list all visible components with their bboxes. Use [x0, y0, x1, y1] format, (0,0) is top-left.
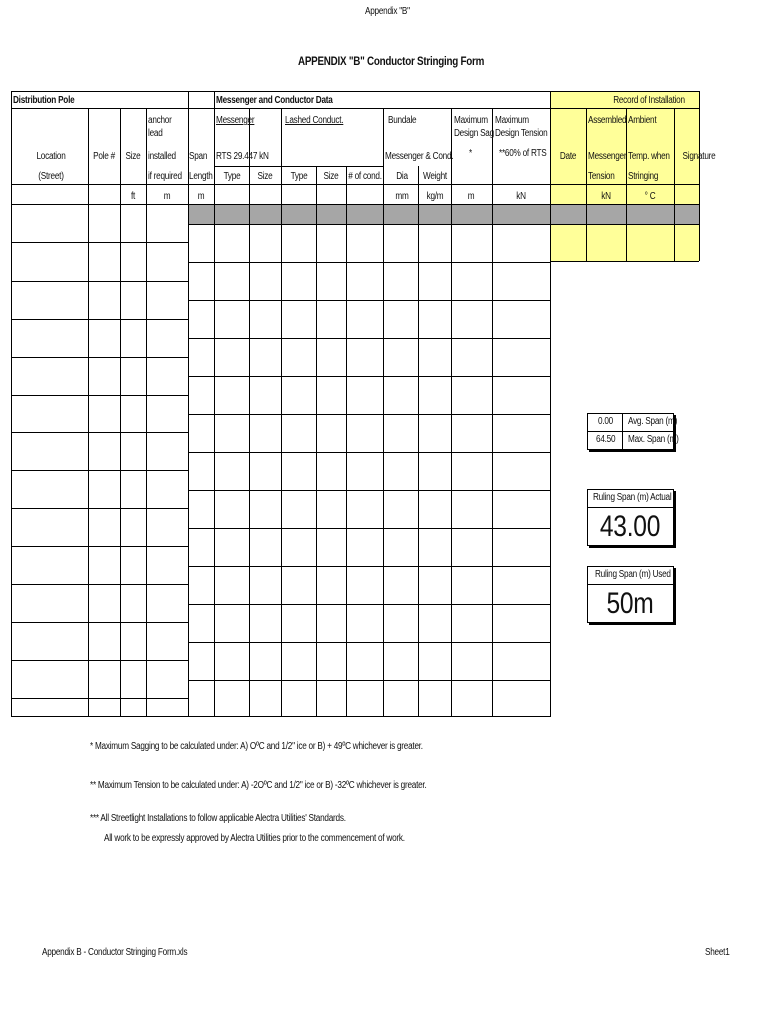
unit-m-span: m: [197, 191, 205, 202]
grid-line: [11, 357, 189, 358]
grid-line: [189, 262, 550, 263]
temp-when-label-1: Temp. when: [628, 151, 670, 162]
messenger-header: Messenger: [216, 115, 255, 126]
ruling-span-used-label: Ruling Span (m) Used: [595, 569, 671, 580]
lashed-size-header: Size: [323, 171, 339, 182]
messenger-type-header: Type: [223, 171, 241, 182]
grid-line: [11, 660, 189, 661]
grid-line: [11, 584, 189, 585]
unit-kn-messenger: kN: [601, 191, 611, 202]
ruling-actual-divider: [588, 507, 673, 508]
bundale-header: Bundale: [388, 115, 417, 126]
grid-line: [120, 108, 121, 717]
dia-header: Dia: [396, 171, 408, 182]
location-header: Location: [36, 151, 66, 162]
max-tension-label-2: Design Tension: [495, 128, 548, 139]
grid-line: [11, 108, 699, 109]
avg-span-value: 0.00: [598, 416, 613, 427]
messenger-conductor-data-header: Messenger and Conductor Data: [216, 95, 333, 106]
grid-line: [674, 108, 675, 261]
grid-line: [383, 108, 384, 717]
messenger-tension-label-2: Tension: [588, 171, 615, 182]
max-sag-label-1: Maximum: [454, 115, 488, 126]
grid-line: [146, 108, 147, 717]
grid-line: [346, 166, 347, 717]
grid-line: [451, 108, 452, 717]
grey-row: [189, 204, 699, 224]
ruling-span-actual-label: Ruling Span (m) Actual: [593, 492, 672, 503]
grid-line: [11, 470, 189, 471]
grid-line: [189, 604, 550, 605]
messenger-cond-header: Messenger & Cond.: [385, 151, 454, 162]
unit-ft: ft: [130, 191, 136, 202]
grid-line: [189, 414, 550, 415]
note-max-tension: ** Maximum Tension to be calculated under: A) -2OºC and 1/2" ice or B) -32ºC whichever is greater.: [90, 780, 427, 791]
avg-span-label: Avg. Span (m): [628, 416, 678, 427]
max-tension-label-1: Maximum: [495, 115, 529, 126]
note-streetlight: *** All Streetlight Installations to follow applicable Alectra Utilities' Standards.: [90, 813, 346, 824]
grid-line: [11, 91, 699, 92]
grid-line: [11, 508, 189, 509]
temp-when-label-2: Stringing: [628, 171, 659, 182]
grid-line: [11, 546, 189, 547]
unit-deg-c: ° C: [644, 191, 656, 202]
size-header: Size: [125, 151, 141, 162]
grid-line: [11, 281, 189, 282]
grid-line: [188, 91, 189, 717]
ruling-span-actual-value: 43.00: [599, 510, 661, 543]
footer-sheet: Sheet1: [705, 947, 730, 958]
grid-line: [11, 395, 189, 396]
grid-line: [214, 166, 383, 167]
footer-filename: Appendix B - Conductor Stringing Form.xls: [42, 947, 188, 958]
unit-m-anchor: m: [163, 191, 171, 202]
signature-header: Signature: [682, 151, 716, 162]
grid-line: [11, 698, 189, 699]
max-span-value: 64.50: [596, 434, 616, 445]
grid-line: [189, 642, 550, 643]
note-max-sagging: * Maximum Sagging to be calculated under: A) OºC and 1/2" ice or B) + 49ºC whichever is greater.: [90, 741, 423, 752]
grid-line: [11, 184, 699, 185]
anchor-label-2: lead: [148, 128, 163, 139]
grid-line: [11, 622, 189, 623]
span-header: Span: [189, 151, 208, 162]
span-summary-divider: [588, 431, 673, 432]
grid-line: [249, 108, 250, 717]
assembled-header: Assembled: [588, 115, 627, 126]
unit-m-sag: m: [467, 191, 475, 202]
anchor-label-1: anchor: [148, 115, 172, 126]
street-header: (Street): [38, 171, 64, 182]
unit-mm: mm: [395, 191, 409, 202]
max-tension-label-3: **60% of RTS: [499, 148, 547, 159]
grid-line: [189, 680, 550, 681]
grid-line: [586, 108, 587, 261]
grid-line: [699, 91, 700, 261]
messenger-tension-label-1: Messenger: [588, 151, 627, 162]
grid-line: [88, 108, 89, 717]
rts-header: RTS 29.447 kN: [216, 151, 269, 162]
date-header: Date: [559, 151, 577, 162]
grid-line: [189, 452, 550, 453]
max-span-label: Max. Span (m): [628, 434, 679, 445]
grid-line: [189, 376, 550, 377]
pole-number-header: Pole #: [93, 151, 115, 162]
record-of-installation-header: Record of Installation: [613, 95, 685, 106]
lashed-conduct-header: Lashed Conduct.: [285, 115, 344, 126]
span-summary-vdivider: [622, 414, 623, 449]
length-header: Length: [189, 171, 213, 182]
max-sag-label-3: *: [469, 148, 472, 159]
grid-line: [189, 566, 550, 567]
unit-kg-m: kg/m: [426, 191, 444, 202]
number-of-conductors-header: # of cond.: [348, 171, 382, 182]
page-header: Appendix "B": [365, 6, 410, 17]
ruling-used-divider: [588, 584, 673, 585]
grid-line: [418, 166, 419, 717]
grid-line: [626, 108, 627, 261]
note-approval: All work to be expressly approved by Alectra Utilities prior to the commencement of work.: [104, 833, 405, 844]
grid-line: [492, 108, 493, 717]
anchor-label-4: if required: [148, 171, 182, 182]
grid-line: [550, 261, 699, 262]
grid-line: [189, 300, 550, 301]
grid-line: [189, 338, 550, 339]
messenger-size-header: Size: [257, 171, 273, 182]
anchor-label-3: installed: [148, 151, 176, 162]
grid-line: [189, 528, 550, 529]
grid-line: [214, 91, 215, 717]
lashed-type-header: Type: [290, 171, 308, 182]
grid-line: [550, 91, 551, 717]
ambient-header: Ambient: [628, 115, 657, 126]
grid-line: [11, 432, 189, 433]
grid-line: [189, 490, 550, 491]
grid-line: [11, 204, 699, 205]
distribution-pole-header: Distribution Pole: [13, 95, 75, 106]
unit-kn-tension: kN: [516, 191, 526, 202]
grid-line: [11, 91, 12, 717]
weight-header: Weight: [423, 171, 447, 182]
grid-line: [11, 319, 189, 320]
grid-line: [316, 166, 317, 717]
page-title: APPENDIX "B" Conductor Stringing Form: [298, 54, 485, 68]
grid-line: [11, 242, 189, 243]
max-sag-label-2: Design Sag: [454, 128, 494, 139]
grid-line: [281, 108, 282, 717]
grid-line: [189, 224, 699, 225]
ruling-span-used-value: 50m: [606, 587, 654, 620]
